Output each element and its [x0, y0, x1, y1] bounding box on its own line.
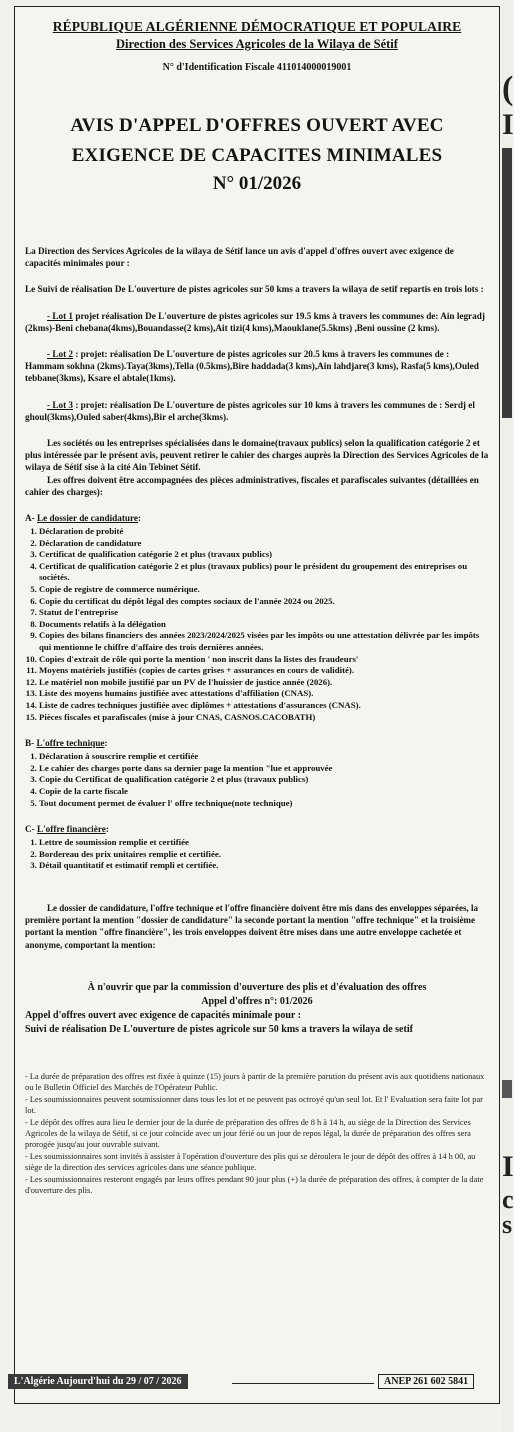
section-c-prefix: C- [25, 824, 37, 835]
cropped-glyph: s [502, 1210, 513, 1239]
section-c-title: L'offre financière [37, 824, 106, 835]
eligibility-paragraph: Les sociétés ou les entreprises spécialisées dans le domaine(travaux publics) selon la qualification catégorie 2 et plus intéressée par le présent avis, peuvent retirer le cahier des charges auprès la Direction des Services Agricoles de la wilaya de Sétif sise à la cité Ain Tebinet Sétif. [25, 438, 489, 473]
section-c-heading [25, 823, 489, 835]
list-item: 5. Copie de registre de commerce numérique. [39, 584, 489, 596]
list-item: 7. Statut de l'entreprise [39, 607, 489, 619]
cropped-glyph: c [502, 1185, 514, 1214]
page-title [25, 111, 489, 171]
announcement-sheet [14, 6, 500, 1404]
list-item: 14. Liste de cadres techniques justifiée avec diplômes + attestations d'assurances (CNAS). [39, 700, 489, 712]
list-item: 3. Certificat de qualification catégorie 2 et plus (travaux publics) [39, 549, 489, 561]
list-item: 6. Copie du certificat du dépôt légal des comptes sociaux de l'année 2024 ou 2025. [39, 596, 489, 608]
lot-3-label: - Lot 3 [47, 399, 74, 410]
list-item: 4. Certificat de qualification catégorie 2 et plus (travaux publics) pour le président du groupement des entreprises ou sociétés. [39, 561, 489, 584]
mention-line-4: Suivi de réalisation De L'ouverture de pistes agricole sur 50 kms a travers la wilaya de setif [25, 1023, 413, 1035]
tender-number: N° 01/2026 [212, 173, 302, 194]
footer-divider [232, 1383, 374, 1384]
lot-1-label: - Lot 1 [47, 310, 74, 321]
mention-line-1: À n'ouvrir que par la commission d'ouverture des plis et d'évaluation des offres [87, 981, 427, 993]
cropped-glyph: ( [502, 70, 514, 107]
list-item: 4. Copie de la carte fiscale [39, 786, 489, 798]
title-line-1: AVIS D'APPEL D'OFFRES OUVERT AVEC [70, 115, 444, 136]
lot-1-paragraph [25, 310, 489, 334]
lot-2-paragraph [25, 348, 489, 385]
list-item: 1. Lettre de soumission remplie et certifiée [39, 837, 489, 849]
cropped-glyph: I [502, 1150, 514, 1183]
section-c-list [25, 837, 489, 872]
section-a-list [25, 526, 489, 723]
list-item: 3. Copie du Certificat de qualification catégorie 2 et plus (travaux publics) [39, 774, 489, 786]
list-item: 2. Déclaration de candidature [39, 538, 489, 550]
section-b-list [25, 751, 489, 809]
list-item: 9. Copies des bilans financiers des années 2023/2024/2025 visées par les impôts ou une attestation délivrée par les impôts qui mentionne le chiffre d'affaire des trois dernières années. [39, 630, 489, 653]
list-item: 3. Détail quantitatif et estimatif rempli et certifiée. [39, 860, 489, 872]
section-a-prefix: A- [25, 513, 37, 524]
republic-header: RÉPUBLIQUE ALGÉRIENNE DÉMOCRATIQUE ET POPULAIRE [52, 19, 462, 34]
subject-paragraph: Le Suivi de réalisation De L'ouverture de pistes agricoles sur 50 kms a travers la wilaya de setif repartis en trois lots : [25, 284, 484, 295]
fiscal-id: N° d'Identification Fiscale 411014000019001 [162, 62, 352, 73]
list-item: 12. Le matériel non mobile justifié par un PV de l'huissier de justice année (2026). [39, 677, 489, 689]
anep-reference: ANEP 261 602 5841 [378, 1374, 474, 1389]
documents-intro-paragraph: Les offres doivent être accompagnées des pièces administratives, fiscales et parafiscales suivantes (détaillées en cahier des charges): [25, 474, 479, 497]
section-c-suffix: : [105, 824, 109, 835]
section-b-prefix: B- [25, 738, 37, 749]
list-item: 8. Documents relatifs à la délégation [39, 619, 489, 631]
conditions-notes [25, 1071, 489, 1196]
title-line-2: EXIGENCE DE CAPACITES MINIMALES [71, 145, 443, 166]
cropped-bar [502, 1080, 512, 1098]
list-item: 1. Déclaration à souscrire remplie et certifiée [39, 751, 489, 763]
mention-line-3: Appel d'offres ouvert avec exigence de capacités minimale pour : [25, 1009, 301, 1021]
note-item: - Le dépôt des offres aura lieu le dernier jour de la durée de préparation des offres de 8 h à 14 h, au siège de la Direction des Services Agricoles de la wilaya de Sétif, si ce jour coïncide avec un jour férié ou un jour de repos légal, la durée de préparation des offres sera prorogée jusqu'au jour ouvrable suivant. [25, 1117, 471, 1149]
lot-3-text: : projet: réalisation De L'ouverture de pistes agricoles sur 10 kms à travers les communes de : Serdj el ghoul(3kms),Ouled saber(4kms),Bir el arche(3kms). [25, 399, 475, 422]
list-item: 15. Pièces fiscales et parafiscales (mise à jour CNAS, CASNOS.CACOBATH) [39, 712, 489, 724]
list-item: 2. Bordereau des prix unitaires remplie et certifiée. [39, 849, 489, 861]
lot-2-label: - Lot 2 [47, 349, 74, 360]
section-a-suffix: : [138, 513, 142, 524]
section-a-heading [25, 512, 489, 524]
section-a-title: Le dossier de candidature [37, 513, 138, 524]
list-item: 13. Liste des moyens humains justifiée avec attestations d'affiliation (CNAS). [39, 688, 489, 700]
newspaper-footer: L'Algérie Aujourd'hui du 29 / 07 / 2026 [8, 1374, 188, 1389]
lot-2-text: : projet: réalisation De L'ouverture de pistes agricoles sur 20.5 kms à travers les communes de : Hammam sokhna (2kms).Taya(3kms),Tella (0.5kms),Bire haddada(3 kms),Ain lahdjare(3 kms), Rasfa(5 kms),Ouled tebbane(3kms), Ksare el abtale(1kms). [25, 349, 479, 384]
cropped-glyph: I [502, 108, 514, 141]
mention-line-2: Appel d'offres n°: 01/2026 [201, 995, 313, 1007]
list-item: 1. Déclaration de probité [39, 526, 489, 538]
list-item: 11. Moyens matériels justifiés (copies de cartes grises + assurances en cours de validité). [39, 665, 489, 677]
intro-paragraph: La Direction des Services Agricoles de la wilaya de Sétif lance un avis d'appel d'offres ouvert avec exigence de capacités minimales pour : [25, 246, 454, 269]
direction-header: Direction des Services Agricoles de la Wilaya de Sétif [116, 37, 398, 51]
lot-1-text: projet réalisation De L'ouverture de pistes agricoles sur 19.5 kms à travers les communes de: Ain legradj (2kms)-Beni chebana(4kms),Bouandasse(2 kms),Ait tizi(4 kms),Maouklane(5.5kms) ,Beni oussine (2 kms). [25, 310, 485, 333]
note-item: - Les soumissionnaires resteront engagés par leurs offres pendant 90 jour plus (+) la durée de préparation des offres, à compter de la date d'ouverture des plis. [25, 1174, 484, 1195]
section-b-heading [25, 737, 489, 749]
section-b-title: L'offre technique [36, 738, 105, 749]
cropped-photo [502, 148, 512, 418]
note-item: - La durée de préparation des offres est fixée à quinze (15) jours à partir de la première parution du présent avis aux quotidiens nationaux ou le Bulletin Officiel des Marchés de l'Opérateur Public. [25, 1071, 485, 1092]
adjacent-column-edge [502, 0, 512, 1432]
envelopes-paragraph: Le dossier de candidature, l'offre technique et l'offre financière doivent être mis dans des enveloppes séparées, la première portant la mention "dossier de candidature" la seconde portant la mention "offre technique" et la troisième portant la mention "offre financière", les trois enveloppes doivent être mises dans une autre enveloppe cachetée et anonyme, comportant la mention: [25, 902, 478, 950]
list-item: 10. Copies d'extrait de rôle qui porte la mention ' non inscrit dans la listes des fraudeurs' [39, 654, 489, 666]
list-item: 2. Le cahier des charges porte dans sa dernier page la mention "lue et approuvée [39, 763, 489, 775]
lot-3-paragraph [25, 399, 489, 423]
note-item: - Les soumissionnaires sont invités à assister à l'opération d'ouverture des plis qui se déroulera le jour de dépôt des offres à 14 h 00, au siège de la direction des services agricoles dans une séance publique. [25, 1151, 476, 1172]
section-b-suffix: : [104, 738, 108, 749]
note-item: - Les soumissionnaires peuvent soumissionner dans tous les lot et ne peuvent pas octroyé qu'un seul lot. Et l' Evaluation sera faite lot par lot. [25, 1094, 483, 1115]
list-item: 5. Tout document permet de évaluer l' offre technique(note technique) [39, 798, 489, 810]
envelopes-block [25, 902, 489, 951]
envelope-mention [25, 981, 489, 1037]
